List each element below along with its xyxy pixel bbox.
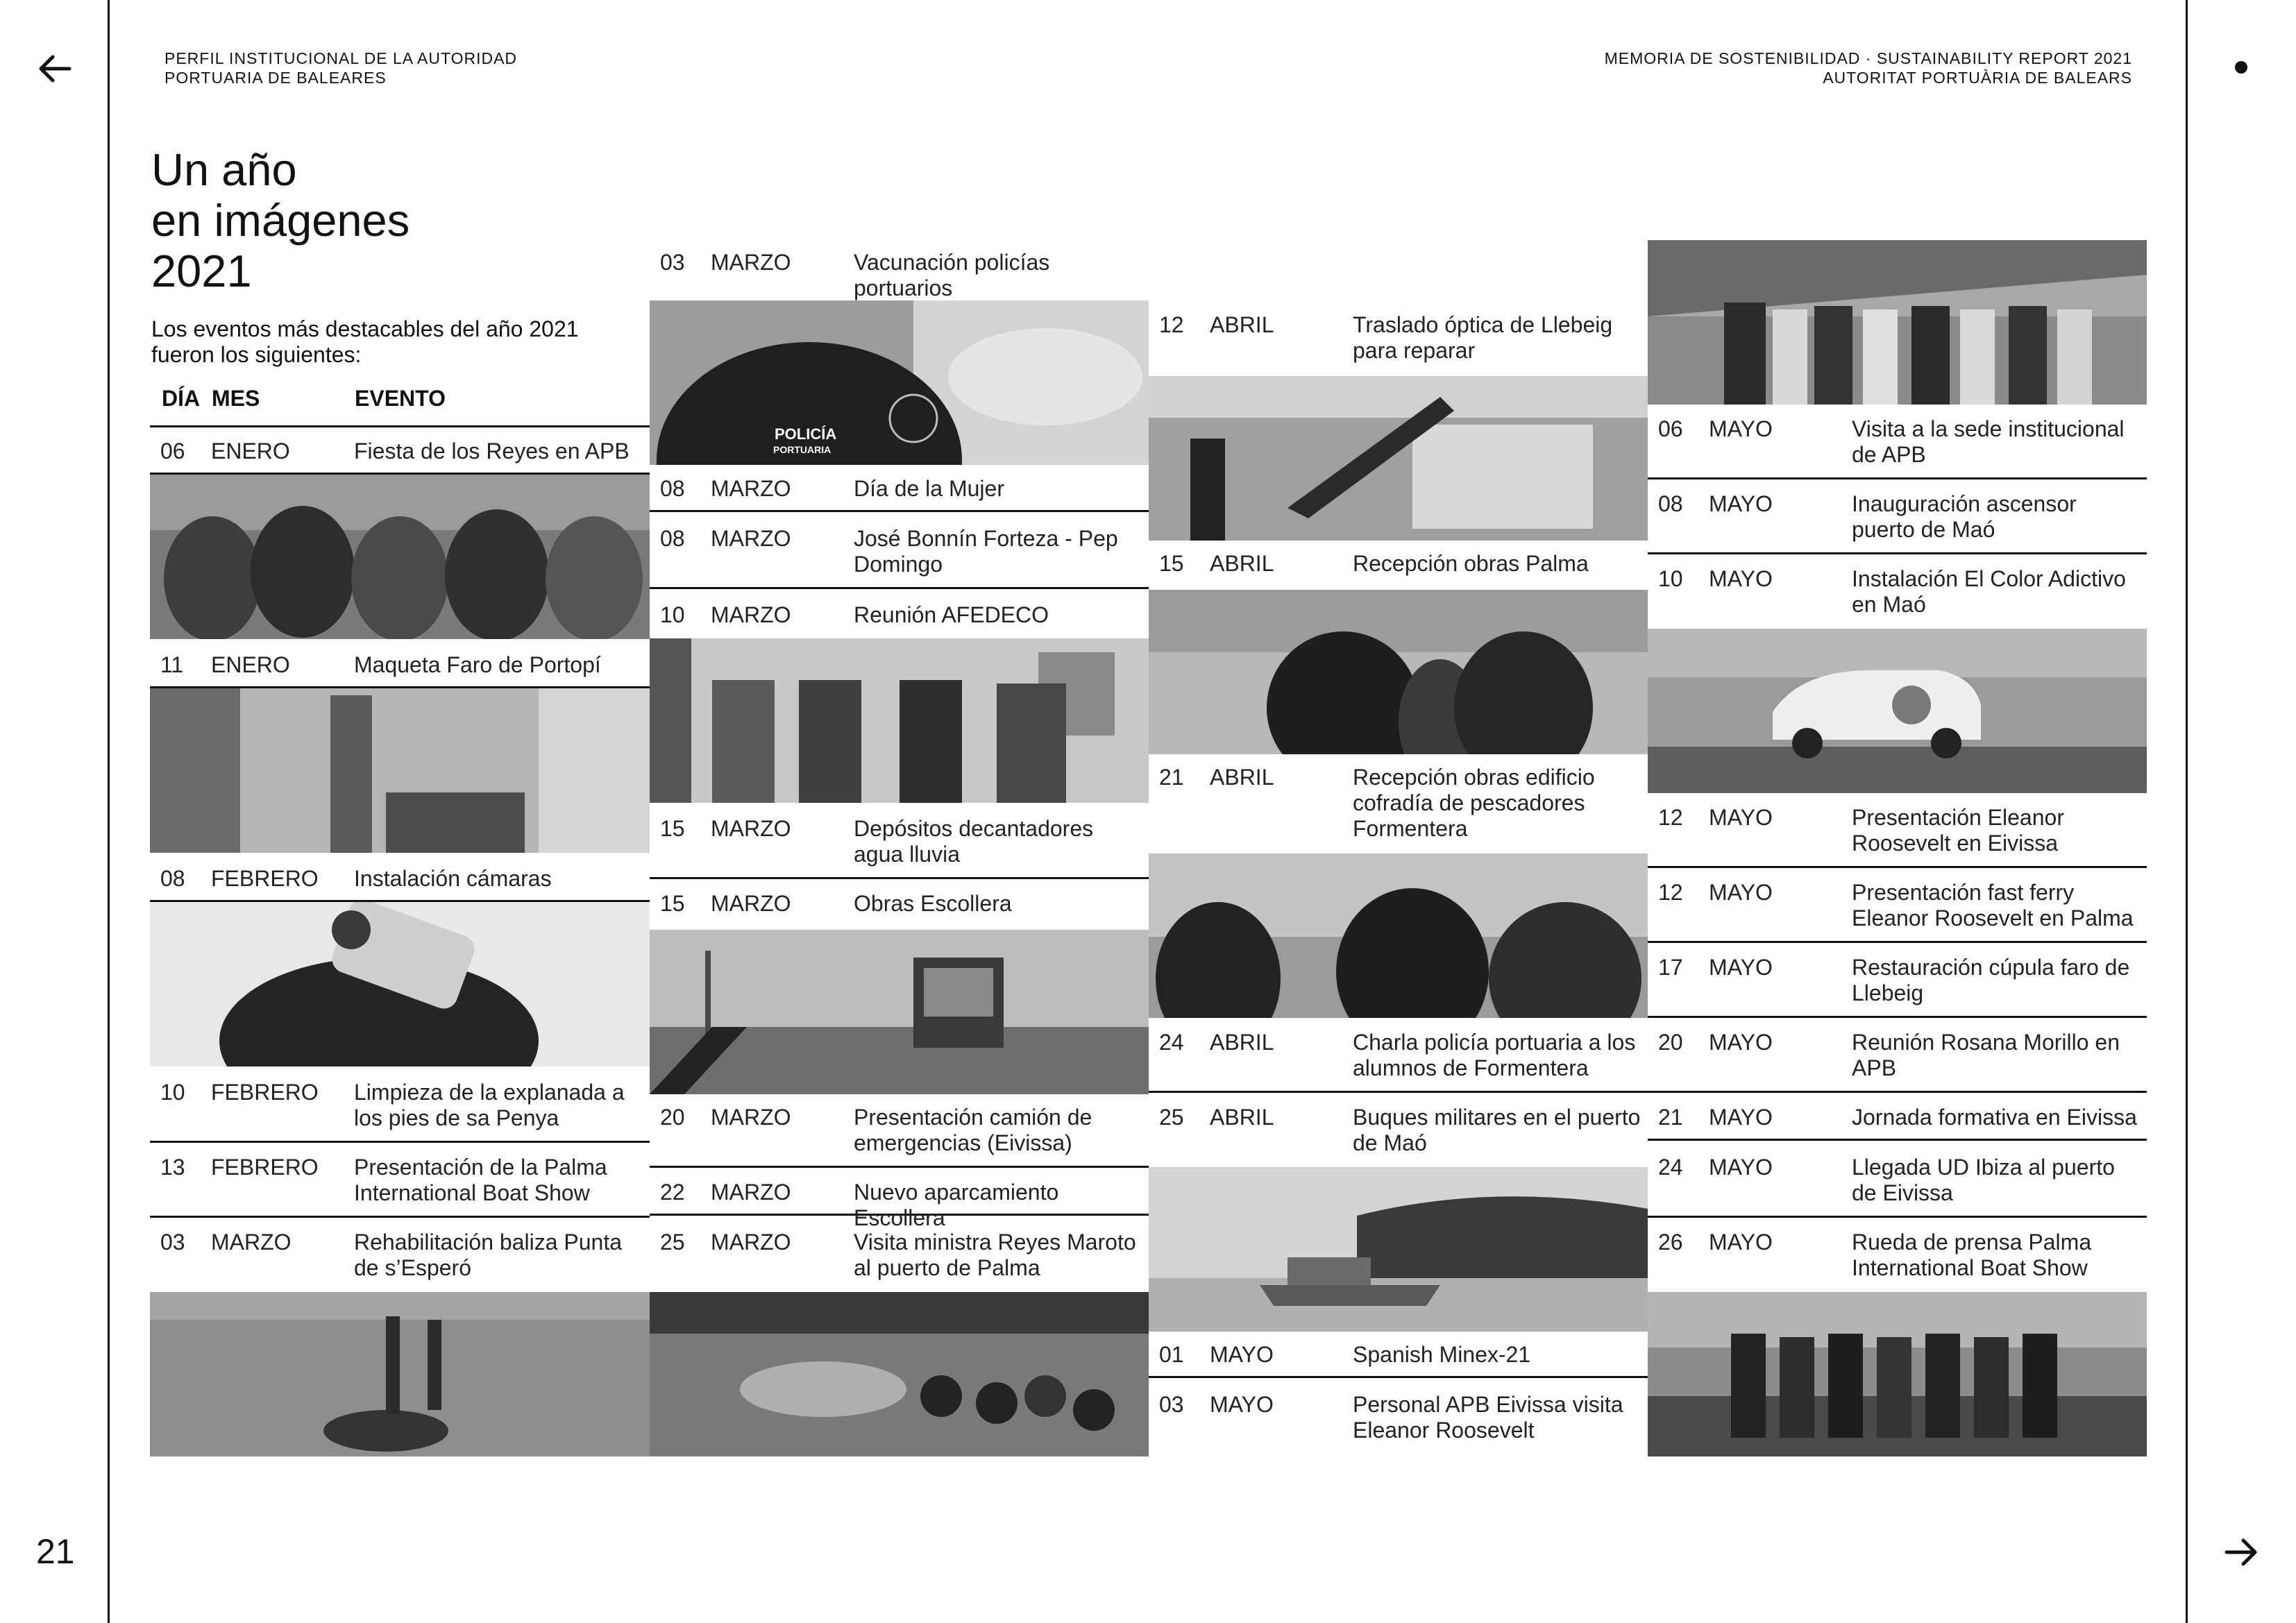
event-day: 08 bbox=[660, 526, 685, 551]
arrow-left-icon[interactable] bbox=[36, 50, 74, 87]
event-month: MAYO bbox=[1709, 805, 1773, 830]
event-month: MARZO bbox=[711, 891, 791, 916]
event-photo-sede-apb bbox=[1648, 240, 2147, 405]
event-day: 12 bbox=[1159, 312, 1184, 337]
event-title: Día de la Mujer bbox=[854, 476, 1004, 501]
event-photo-escollera bbox=[650, 930, 1149, 1094]
event-photo-camaras bbox=[150, 902, 650, 1067]
event-day: 06 bbox=[160, 439, 185, 464]
event-month: MARZO bbox=[711, 816, 791, 841]
event-row bbox=[1648, 1155, 2147, 1218]
event-row bbox=[1149, 312, 1648, 373]
event-row bbox=[1149, 1342, 1648, 1378]
event-day: 10 bbox=[160, 1080, 185, 1105]
event-month: MARZO bbox=[711, 1180, 791, 1205]
event-row bbox=[1648, 880, 2147, 943]
event-day: 25 bbox=[1159, 1105, 1184, 1130]
event-title: Personal APB Eivissa visita Eleanor Roosevelt bbox=[1353, 1392, 1623, 1443]
event-photo-obras-palma bbox=[1149, 590, 1648, 754]
event-title: Nuevo aparcamiento Escollera bbox=[854, 1180, 1059, 1230]
event-title: Visita ministra Reyes Maroto al puerto de Palma bbox=[854, 1230, 1136, 1280]
header-right bbox=[1605, 49, 2132, 87]
event-photo-boat-show bbox=[1648, 1292, 2147, 1456]
event-row bbox=[1149, 765, 1648, 851]
event-month: FEBRERO bbox=[211, 1155, 319, 1180]
header-left bbox=[164, 49, 517, 87]
event-day: 06 bbox=[1658, 416, 1683, 441]
event-photo-buques-mao bbox=[1149, 1167, 1648, 1332]
event-row bbox=[1648, 491, 2147, 554]
event-month: MAYO bbox=[1709, 416, 1773, 441]
title-line1: Un año bbox=[151, 144, 297, 195]
event-title: Presentación Eleanor Roosevelt en Eivissa bbox=[1852, 805, 2064, 856]
event-month: MAYO bbox=[1709, 880, 1773, 905]
event-title: Vacunación policías portuarios bbox=[854, 250, 1050, 300]
event-row bbox=[650, 526, 1149, 589]
event-title: Reunión Rosana Morillo en APB bbox=[1852, 1030, 2120, 1080]
event-day: 11 bbox=[160, 652, 184, 677]
event-month: ABRIL bbox=[1210, 312, 1274, 337]
event-row bbox=[1648, 566, 2147, 627]
event-month: MAYO bbox=[1210, 1392, 1274, 1417]
event-photo-baliza bbox=[150, 1292, 650, 1456]
event-month: MARZO bbox=[711, 1230, 791, 1255]
event-title: Presentación camión de emergencias (Eivissa) bbox=[854, 1105, 1092, 1155]
col-header-day: DÍA bbox=[162, 386, 201, 411]
event-month: MARZO bbox=[711, 250, 791, 275]
header-right-line1: MEMORIA DE SOSTENIBILIDAD · SUSTAINABILITY REPORT 2021 bbox=[1604, 49, 2132, 67]
event-row bbox=[150, 1080, 650, 1143]
event-photo-color-adictivo bbox=[1648, 629, 2147, 793]
event-month: FEBRERO bbox=[211, 866, 319, 891]
event-title: Instalación El Color Adictivo en Maó bbox=[1852, 566, 2126, 617]
event-day: 12 bbox=[1658, 880, 1683, 905]
event-title: Reunión AFEDECO bbox=[854, 602, 1049, 627]
event-day: 03 bbox=[1159, 1392, 1184, 1417]
event-day: 15 bbox=[660, 816, 685, 841]
event-title: Fiesta de los Reyes en APB bbox=[354, 439, 630, 464]
event-photo-faro-portopi bbox=[150, 688, 650, 853]
event-row bbox=[1648, 1030, 2147, 1093]
event-title: Obras Escollera bbox=[854, 891, 1012, 916]
event-row bbox=[150, 1230, 650, 1291]
event-photo-cofradia bbox=[1149, 853, 1648, 1018]
event-month: MARZO bbox=[711, 1105, 791, 1130]
event-month: MAYO bbox=[1210, 1342, 1274, 1367]
event-title: Limpieza de la explanada a los pies de sa Penya bbox=[354, 1080, 625, 1130]
event-title: Depósitos decantadores agua lluvia bbox=[854, 816, 1094, 867]
event-month: MAYO bbox=[1709, 566, 1773, 591]
event-month: MAYO bbox=[1709, 491, 1773, 516]
event-row bbox=[650, 602, 1149, 636]
event-title: José Bonnín Forteza - Pep Domingo bbox=[854, 526, 1118, 577]
event-day: 24 bbox=[1658, 1155, 1683, 1180]
event-month: ENERO bbox=[211, 439, 290, 464]
event-row bbox=[650, 1180, 1149, 1230]
event-row bbox=[1149, 1392, 1648, 1453]
event-day: 08 bbox=[1658, 491, 1683, 516]
police-text-2: PORTUARIA bbox=[773, 444, 832, 455]
event-row bbox=[150, 652, 650, 688]
event-row bbox=[1648, 955, 2147, 1018]
event-day: 12 bbox=[1658, 805, 1683, 830]
event-month: MARZO bbox=[211, 1230, 292, 1255]
arrow-right-icon[interactable] bbox=[2222, 1533, 2260, 1571]
event-title: Inauguración ascensor puerto de Maó bbox=[1852, 491, 2077, 542]
event-month: ABRIL bbox=[1210, 551, 1274, 576]
event-photo-optica-llebeig bbox=[1149, 376, 1648, 541]
event-title: Maqueta Faro de Portopí bbox=[354, 652, 601, 677]
event-title: Spanish Minex-21 bbox=[1353, 1342, 1531, 1367]
event-row bbox=[650, 816, 1149, 879]
event-row bbox=[650, 1230, 1149, 1291]
event-day: 01 bbox=[1159, 1342, 1184, 1367]
event-month: MAYO bbox=[1709, 955, 1773, 980]
event-month: ENERO bbox=[211, 652, 290, 677]
event-day: 20 bbox=[660, 1105, 685, 1130]
event-month: ABRIL bbox=[1210, 1105, 1274, 1130]
event-photo-afedeco bbox=[650, 638, 1149, 803]
event-day: 03 bbox=[160, 1230, 185, 1255]
event-month: MARZO bbox=[711, 476, 791, 501]
event-title: Llegada UD Ibiza al puerto de Eivissa bbox=[1852, 1155, 2115, 1205]
event-day: 21 bbox=[1159, 765, 1184, 790]
col-header-month: MES bbox=[212, 386, 260, 411]
event-title: Rehabilitación baliza Punta de s’Esperó bbox=[354, 1230, 623, 1280]
event-title: Buques militares en el puerto de Maó bbox=[1353, 1105, 1641, 1155]
event-row bbox=[1648, 1105, 2147, 1141]
event-month: MARZO bbox=[711, 526, 791, 551]
event-row bbox=[1149, 551, 1648, 585]
event-day: 13 bbox=[160, 1155, 185, 1180]
event-row bbox=[1648, 805, 2147, 868]
event-row bbox=[1149, 1105, 1648, 1166]
event-title: Charla policía portuaria a los alumnos de Formentera bbox=[1353, 1030, 1636, 1080]
header-left-line2: PORTUARIA DE BALEARES bbox=[164, 69, 387, 87]
event-month: FEBRERO bbox=[211, 1080, 319, 1105]
event-day: 17 bbox=[1658, 955, 1683, 980]
event-title: Traslado óptica de Llebeig para reparar bbox=[1353, 312, 1613, 363]
event-month: ABRIL bbox=[1210, 1030, 1274, 1055]
event-row bbox=[150, 439, 650, 475]
event-day: 22 bbox=[660, 1180, 685, 1205]
page-title bbox=[151, 144, 410, 296]
title-line2: en imágenes bbox=[151, 195, 410, 246]
event-month: MAYO bbox=[1709, 1155, 1773, 1180]
table-header-rule bbox=[150, 425, 650, 427]
col-header-event: EVENTO bbox=[355, 386, 446, 411]
event-day: 21 bbox=[1658, 1105, 1683, 1130]
event-title: Restauración cúpula faro de Llebeig bbox=[1852, 955, 2130, 1005]
event-month: MAYO bbox=[1709, 1030, 1773, 1055]
event-month: MAYO bbox=[1709, 1230, 1773, 1255]
event-day: 15 bbox=[1159, 551, 1184, 576]
header-right-line2: AUTORITAT PORTUÀRIA DE BALEARS bbox=[1823, 69, 2132, 87]
event-photo-vacunacion bbox=[650, 300, 1149, 465]
event-day: 20 bbox=[1658, 1030, 1683, 1055]
event-month: MAYO bbox=[1709, 1105, 1773, 1130]
event-title: Instalación cámaras bbox=[354, 866, 552, 891]
event-day: 24 bbox=[1159, 1030, 1184, 1055]
event-day: 08 bbox=[660, 476, 685, 501]
event-day: 08 bbox=[160, 866, 185, 891]
event-day: 10 bbox=[1658, 566, 1683, 591]
event-row bbox=[650, 891, 1149, 925]
event-month: MARZO bbox=[711, 602, 791, 627]
event-title: Jornada formativa en Eivissa bbox=[1852, 1105, 2137, 1130]
event-photo-reyes bbox=[150, 475, 650, 639]
event-photo-visita-ministra bbox=[650, 1292, 1149, 1456]
page-number: 21 bbox=[36, 1532, 75, 1571]
right-margin-line bbox=[2186, 0, 2188, 1623]
event-day: 25 bbox=[660, 1230, 685, 1255]
event-row bbox=[1149, 1030, 1648, 1093]
event-row bbox=[1648, 416, 2147, 479]
event-day: 10 bbox=[660, 602, 685, 627]
title-line3: 2021 bbox=[151, 246, 252, 296]
header-left-line1: PERFIL INSTITUCIONAL DE LA AUTORIDAD bbox=[164, 49, 518, 67]
intro-text: Los eventos más destacables del año 2021 fueron los siguientes: bbox=[151, 316, 579, 367]
event-row bbox=[650, 250, 1149, 298]
event-title: Recepción obras Palma bbox=[1353, 551, 1589, 576]
event-title: Visita a la sede institucional de APB bbox=[1852, 416, 2125, 467]
event-row bbox=[150, 1155, 650, 1218]
event-day: 26 bbox=[1658, 1230, 1683, 1255]
event-title: Presentación fast ferry Eleanor Roosevelt en Palma bbox=[1852, 880, 2134, 931]
event-row bbox=[650, 1105, 1149, 1168]
event-row bbox=[1648, 1230, 2147, 1291]
menu-dot-icon[interactable] bbox=[2235, 61, 2247, 74]
event-day: 03 bbox=[660, 250, 685, 275]
event-day: 15 bbox=[660, 891, 685, 916]
event-month: ABRIL bbox=[1210, 765, 1274, 790]
event-title: Rueda de prensa Palma International Boat Show bbox=[1852, 1230, 2092, 1280]
event-title: Presentación de la Palma International Boat Show bbox=[354, 1155, 607, 1205]
police-text-1: POLICÍA bbox=[775, 425, 837, 443]
event-title: Recepción obras edificio cofradía de pescadores Formentera bbox=[1353, 765, 1595, 841]
event-row bbox=[150, 866, 650, 902]
event-row bbox=[650, 476, 1149, 512]
left-margin-line bbox=[108, 0, 110, 1623]
